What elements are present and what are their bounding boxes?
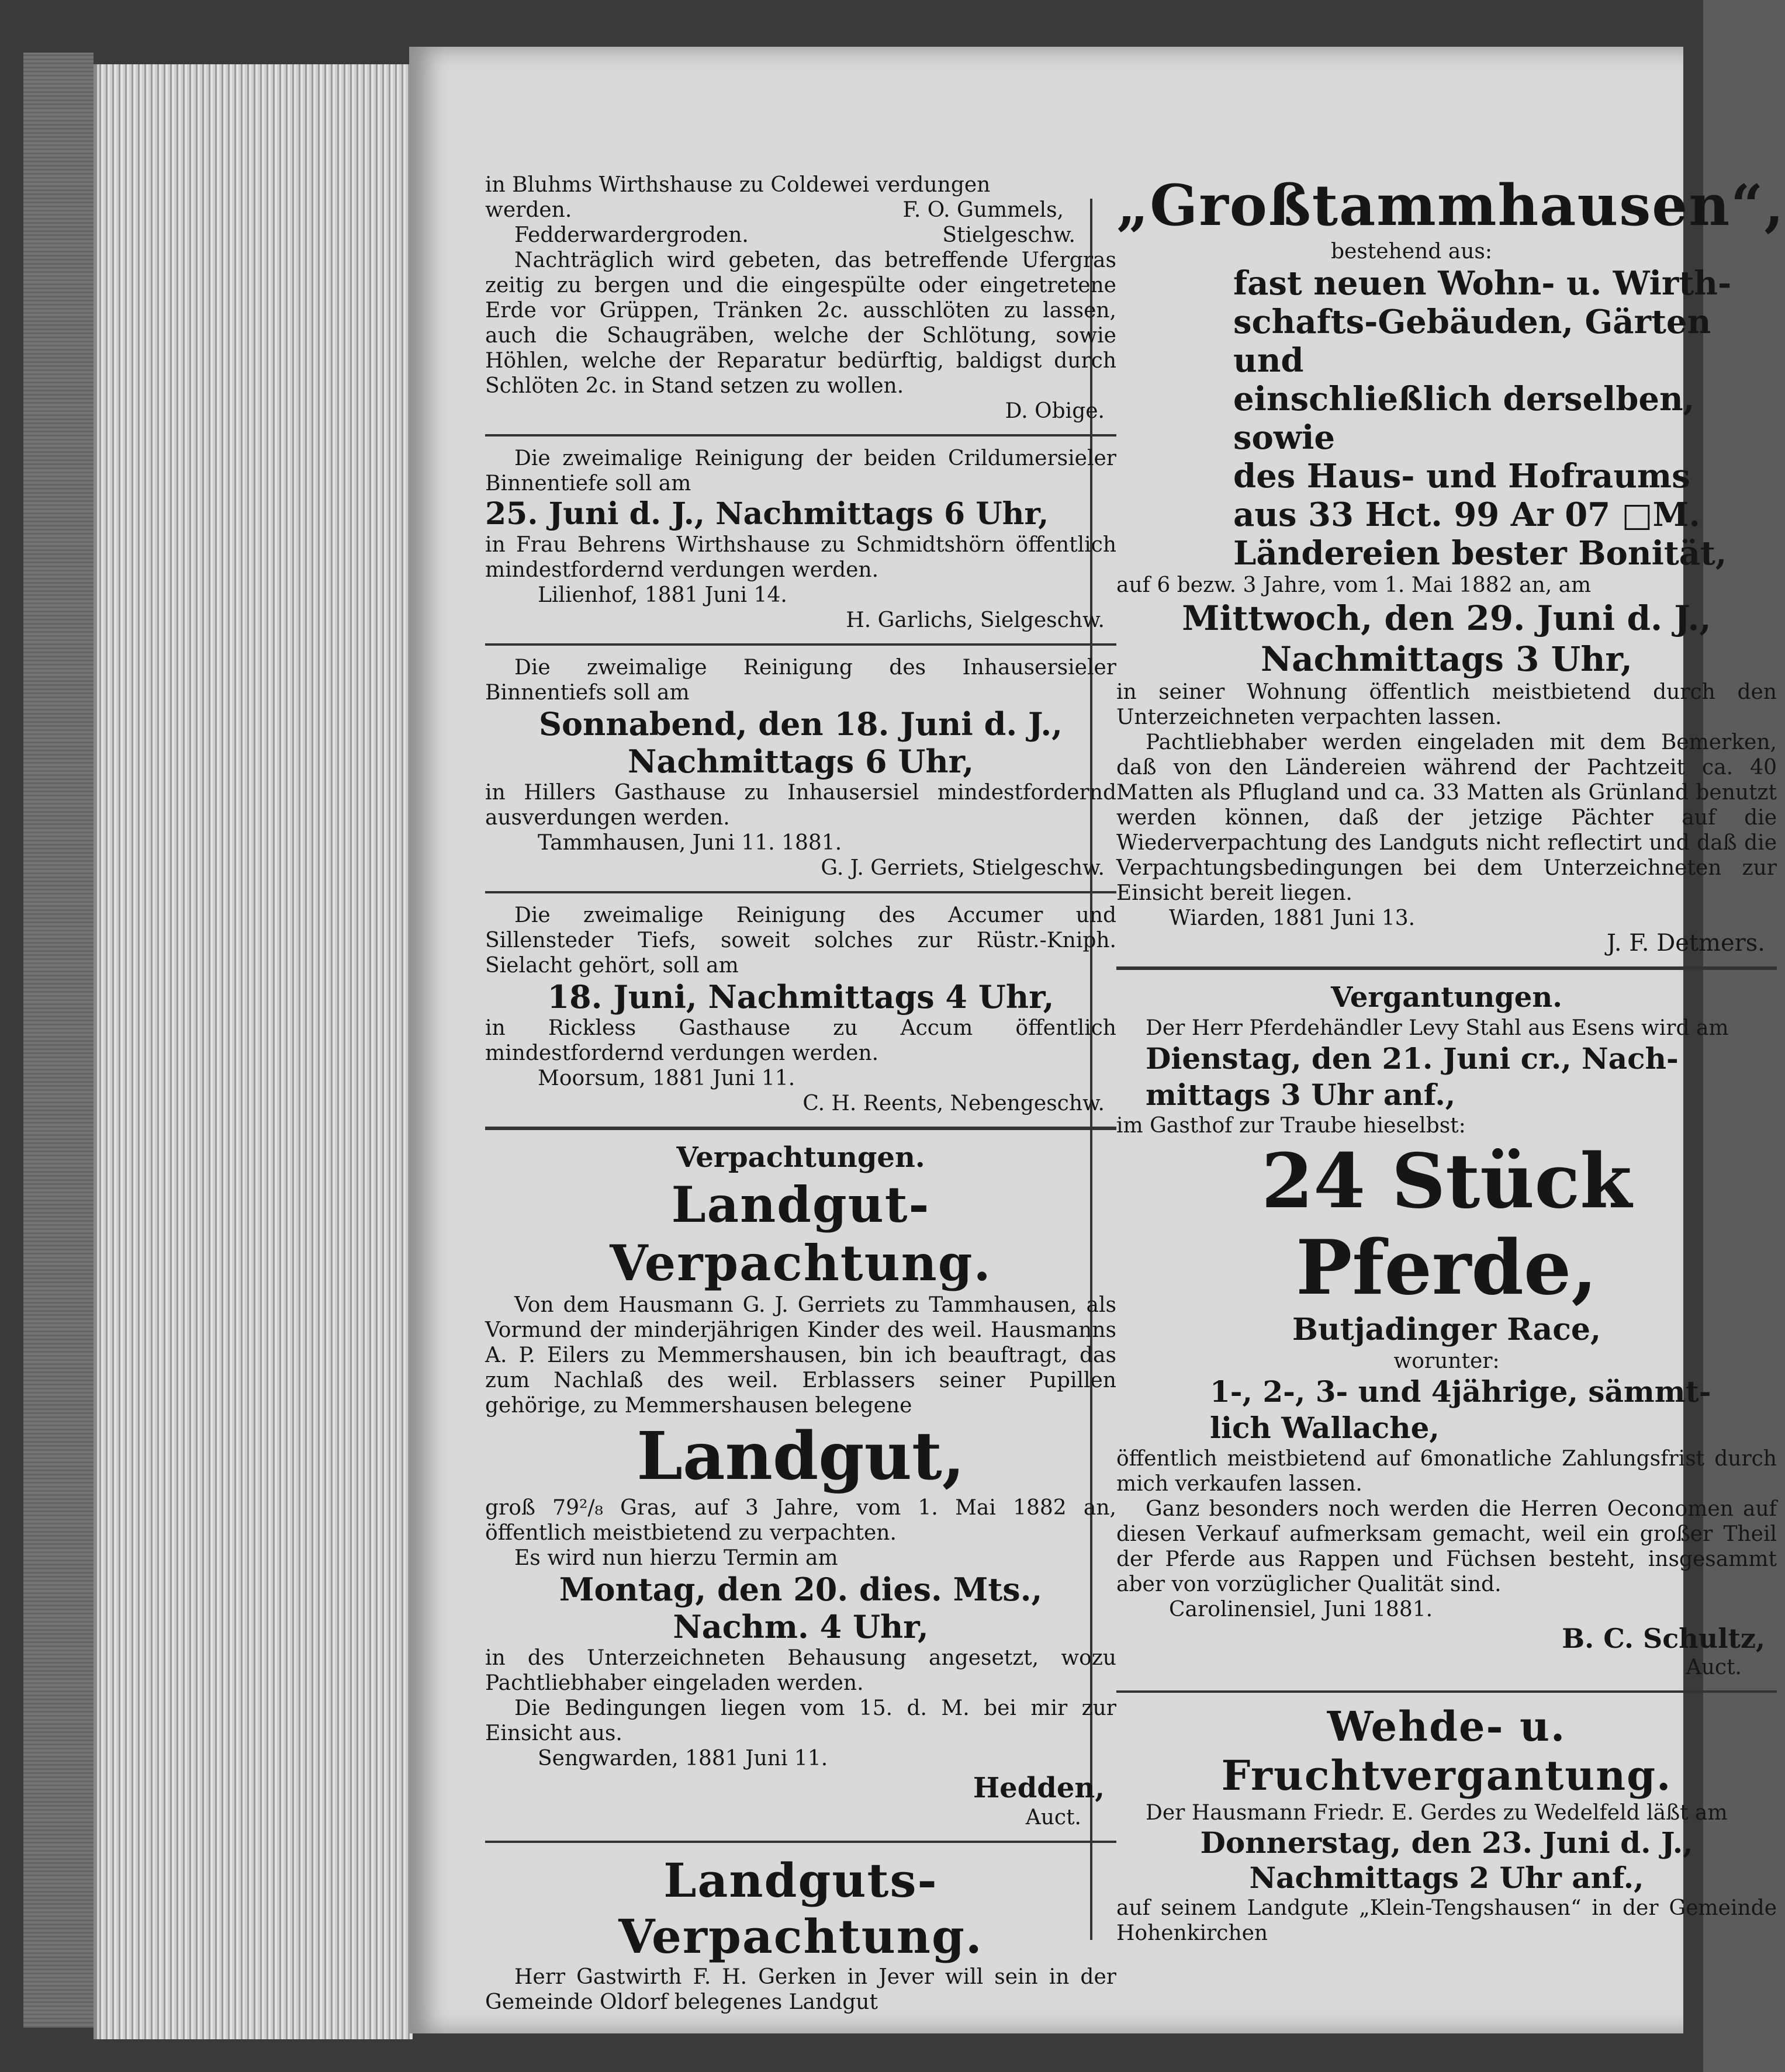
notice-title: „Großtammhausen“, [1116, 172, 1785, 238]
divider [1116, 966, 1777, 970]
notice-location: Fedderwardergroden. [514, 223, 749, 247]
notice-grosstammhausen [1116, 172, 1785, 957]
notice-date: 18. Juni, Nachmittags 4 Uhr, [547, 978, 1054, 1016]
notice-signature: D. Obige. [1005, 399, 1105, 423]
notice-line: lich Wallache, [1210, 1411, 1440, 1445]
property-line: des Haus- und Hofraums [1233, 457, 1690, 496]
property-line: schafts-Gebäuden, Gärten und [1233, 303, 1711, 380]
notice-subheadline: Butjadinger Race, [1292, 1312, 1601, 1347]
notice-line [485, 223, 1116, 248]
notice-paragraph: öffentlich meistbietend auf 6monatliche Zahlungsfrist durch mich verkaufen lassen. [1116, 1447, 1777, 1496]
notice-time: mittags 3 Uhr anf., [1146, 1077, 1456, 1112]
notice-inhausersiel [485, 655, 1116, 881]
notice-landguts-verpachtung [485, 1852, 1116, 2015]
notice-date: Sonnabend, den 18. Juni d. J., [539, 705, 1063, 743]
page-stack-edges [94, 64, 413, 2039]
notice-paragraph: groß 79²/₈ Gras, auf 3 Jahre, vom 1. Mai 1882 an, öffentlich meistbietend zu verpachten. [485, 1496, 1116, 1545]
notice-signature: H. Garlichs, Sielgeschw. [846, 608, 1105, 632]
notice-date: Donnerstag, den 23. Juni d. J., [1200, 1825, 1693, 1860]
notice-location: Tammhausen, Juni 11. 1881. [538, 831, 842, 855]
section-heading: Vergantungen. [1331, 981, 1562, 1014]
book-cover-edge [23, 53, 94, 2028]
notice-date: Montag, den 20. dies. Mts., [559, 1571, 1043, 1608]
notice-date: Dienstag, den 21. Juni cr., Nach- [1146, 1041, 1679, 1076]
notice-paragraph: Es wird nun hierzu Termin am [514, 1546, 838, 1570]
notice-headline: 24 Stück Pferde, [1261, 1138, 1632, 1312]
notice-paragraph: Der Hausmann Friedr. E. Gerdes zu Wedelfeld läßt am [1146, 1801, 1728, 1825]
notice-crildumersiel [485, 446, 1116, 633]
newspaper-page [409, 47, 1785, 2033]
notice-pferde-vergantung [1116, 1016, 1777, 1680]
divider [485, 643, 1116, 646]
notice-paragraph: Herr Gastwirth F. H. Gerken in Jever will sein in der Gemeinde Oldorf belegenes Landgut [485, 1965, 1116, 2014]
notice-landgut-verpachtung [485, 1176, 1116, 1830]
notice-signature: B. C. Schultz, [1562, 1623, 1765, 1654]
notice-paragraph: Nachträglich wird gebeten, das betreffende Ufergras zeitig zu bergen und die eingespülte oder eingetretene Erde vor Grüppen, Tränken 2c. ausschlöten zu lassen, auch die Schaugräben, welche der Schlötung, sowie Höhlen, welche der Reparatur bedürftig, baldigst durch Schlöten 2c. in Stand setzen zu wollen. [485, 248, 1116, 398]
notice-location: Wiarden, 1881 Juni 13. [1169, 906, 1416, 930]
notice-time: Nachm. 4 Uhr, [673, 1608, 929, 1645]
notice-time: Nachmittags 2 Uhr anf., [1249, 1860, 1644, 1895]
notice-time: Nachmittags 3 Uhr, [1261, 639, 1632, 679]
notice-subtitle: worunter: [1393, 1349, 1500, 1373]
notice-time: Nachmittags 6 Uhr, [627, 743, 974, 780]
notice-paragraph: im Gasthof zur Traube hieselbst: [1116, 1114, 1466, 1138]
notice-title: Landgut-Verpachtung. [610, 1176, 992, 1292]
divider [1116, 1690, 1777, 1693]
notice-role: Auct. [1025, 1806, 1081, 1830]
right-column [1116, 172, 1785, 1946]
left-column [485, 172, 1116, 2015]
property-line: fast neuen Wohn- u. Wirth- [1233, 264, 1732, 303]
notice-paragraph: in seiner Wohnung öffentlich meistbietend durch den Unterzeichneten verpachten lassen. [1116, 680, 1777, 729]
notice-paragraph: Von dem Hausmann G. J. Gerriets zu Tammhausen, als Vormund der minderjährigen Kinder des weil. Hausmanns A. P. Eilers zu Memmershausen, bin ich beauftragt, das zum Nachlaß des weil. Erblassers seiner Pupillen gehörige, zu Memmershausen belegene [485, 1293, 1116, 1418]
notice-signature: Hedden, [973, 1772, 1105, 1804]
divider [485, 1841, 1116, 1843]
notice-signature: C. H. Reents, Nebengeschw. [802, 1092, 1105, 1115]
notice-date: Mittwoch, den 29. Juni d. J., [1182, 598, 1711, 638]
notice-paragraph: Ganz besonders noch werden die Herren Oeconomen auf diesen Verkauf aufmerksam gemacht, weil ein großer Theil der Pferde aus Rappen und Füchsen besteht, insgesammt aber von vorzüglicher Qualität sind. [1116, 1497, 1777, 1596]
notice-paragraph: auf 6 bezw. 3 Jahre, vom 1. Mai 1882 an, am [1116, 573, 1592, 597]
section-heading: Verpachtungen. [676, 1141, 925, 1174]
notice-paragraph: in des Unterzeichneten Behausung angesetzt, wozu Pachtliebhaber eingeladen werden. [485, 1646, 1116, 1695]
notice-text: werden. [485, 198, 572, 222]
notice-paragraph: in Hillers Gasthause zu Inhausersiel mindestfordernd ausverdungen werden. [485, 781, 1116, 830]
notice-location: Moorsum, 1881 Juni 11. [538, 1066, 795, 1090]
notice-paragraph: in Rickless Gasthause zu Accum öffentlich mindestfordernd verdungen werden. [485, 1016, 1116, 1065]
notice-role: Stielgeschw. [942, 223, 1075, 247]
notice-line: in Bluhms Wirthshause zu Coldewei verdungen [485, 173, 991, 197]
notice-location: Sengwarden, 1881 Juni 11. [538, 1747, 828, 1770]
notice-wehde-fruchtvergantung [1116, 1702, 1777, 1946]
notice-location: Carolinensiel, Juni 1881. [1169, 1598, 1433, 1621]
property-line: einschließlich derselben, sowie [1233, 380, 1695, 457]
notice-accum [485, 903, 1116, 1116]
notice-paragraph: auf seinem Landgute „Klein-Tengshausen“ in der Gemeinde Hohenkirchen [1116, 1896, 1777, 1945]
notice-signature: F. O. Gummels, [902, 198, 1064, 222]
divider [485, 891, 1116, 893]
property-line: Ländereien bester Bonität, [1233, 534, 1727, 573]
notice-paragraph: Die zweimalige Reinigung des Inhausersieler Binnentiefs soll am [485, 656, 1116, 705]
notice-signature: J. F. Detmers. [1606, 930, 1765, 957]
notice-signature: G. J. Gerriets, Stielgeschw. [821, 856, 1105, 880]
notice-line [485, 198, 1116, 223]
notice-date: 25. Juni d. J., Nachmittags 6 Uhr, [485, 496, 1049, 532]
notice-paragraph: Die zweimalige Reinigung der beiden Crildumersieler Binnentiefe soll am [485, 446, 1116, 496]
notice-paragraph: Der Herr Pferdehändler Levy Stahl aus Esens wird am [1146, 1016, 1729, 1040]
divider [485, 1127, 1116, 1130]
notice-title: Landguts-Verpachtung. [618, 1853, 983, 1964]
notice-paragraph: Die Bedingungen liegen vom 15. d. M. bei mir zur Einsicht aus. [485, 1696, 1116, 1745]
notice-coldewei [485, 172, 1116, 424]
notice-title: Wehde- u. Fruchtvergantung. [1221, 1702, 1672, 1800]
notice-line: 1-, 2-, 3- und 4jährige, sämmt- [1210, 1374, 1711, 1409]
notice-location: Lilienhof, 1881 Juni 14. [538, 583, 787, 607]
property-line: aus 33 Hct. 99 Ar 07 □M. [1233, 496, 1701, 534]
notice-subtitle: bestehend aus: [1330, 240, 1492, 264]
notice-paragraph: Die zweimalige Reinigung des Accumer und Sillensteder Tiefs, soweit solches zur Rüstr.-Kniph. Sielacht gehört, soll am [485, 903, 1116, 978]
notice-paragraph: Pachtliebhaber werden eingeladen mit dem Bemerken, daß von den Ländereien während der Pachtzeit ca. 40 Matten als Pflugland und ca. 33 Matten als Grünland benutzt werden können, daß der jetzige Pächter auf die Wiederverpachtung des Landguts nicht reflectirt und daß die Verpachtungsbedingungen bei dem Unterzeichneten zur Einsicht bereit liegen. [1116, 730, 1777, 905]
divider [485, 434, 1116, 436]
notice-role: Auct. [1686, 1655, 1742, 1679]
notice-paragraph: in Frau Behrens Wirthshause zu Schmidtshörn öffentlich mindestfordernd verdungen werden. [485, 533, 1116, 582]
notice-headline: Landgut, [636, 1418, 965, 1495]
